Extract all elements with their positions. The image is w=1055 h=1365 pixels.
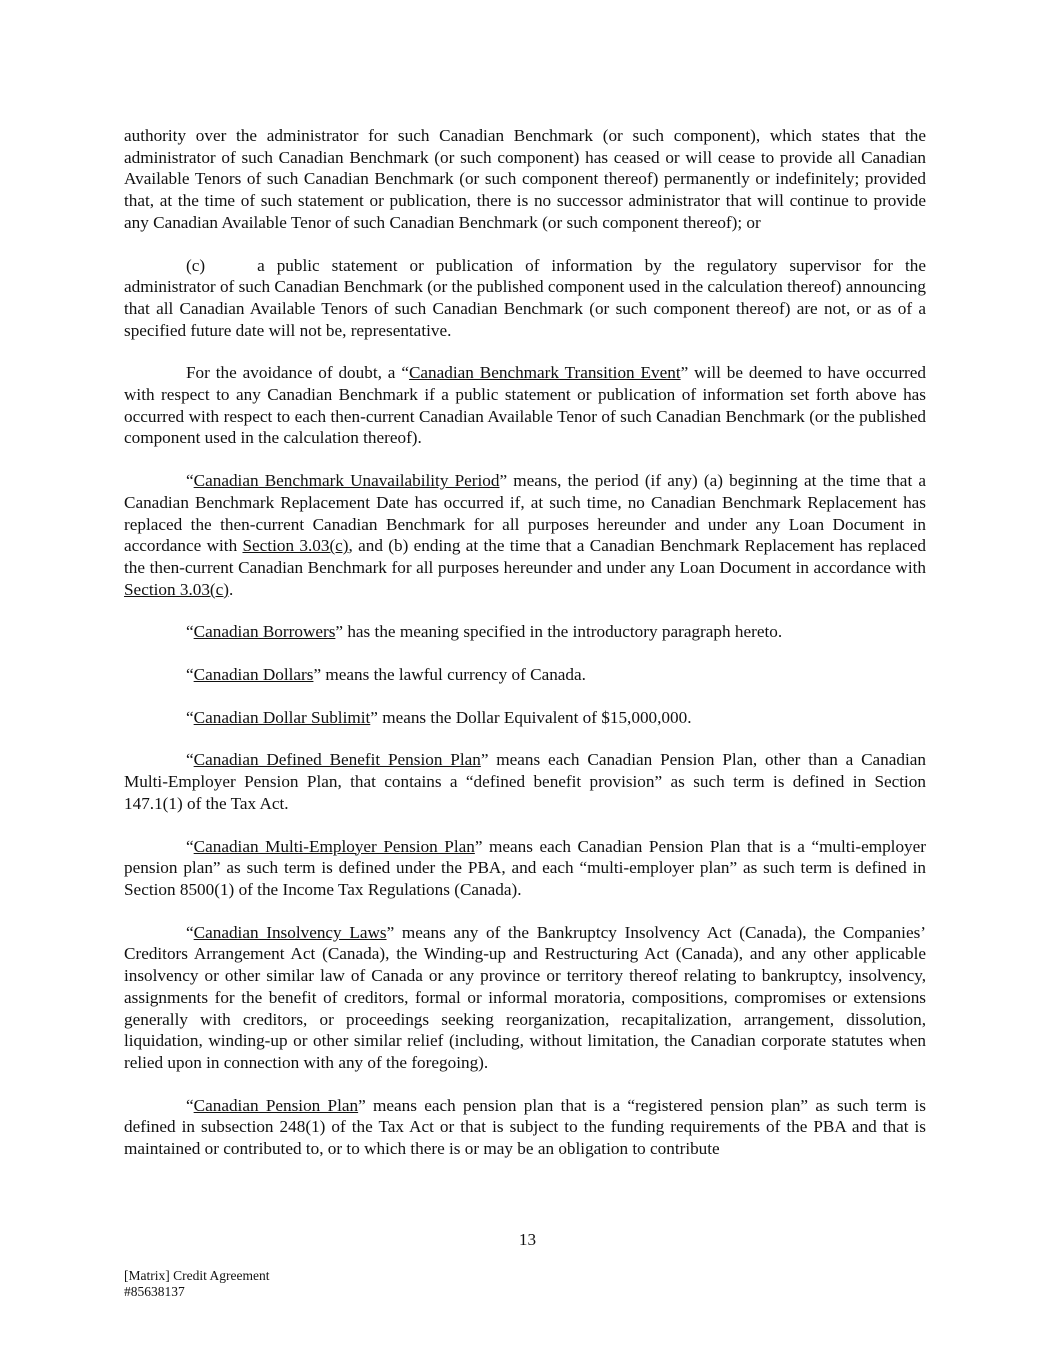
definition-canadian-dollars: “Canadian Dollars” means the lawful currency of Canada. xyxy=(186,665,586,685)
definition-text: . xyxy=(229,579,234,599)
definition-text: ” has the meaning specified in the introductory paragraph hereto. xyxy=(335,622,783,642)
section-reference: Section 3.03(c) xyxy=(242,536,349,556)
clause-text: a public statement or publication of information by the regulatory supervisor for the administrator of such Canadian Benchmark (or the published component used in the calculation thereof) announcing that all Canadian Available Tenors of such Canadian Benchmark (or such component thereof) are not, or as of a specified future date will not be, representative. xyxy=(124,255,926,340)
section-reference: Section 3.03(c) xyxy=(124,579,230,599)
footer-document-id: #85638137 xyxy=(124,1284,185,1299)
defined-term: Canadian Pension Plan xyxy=(193,1095,359,1115)
paragraph-continuation xyxy=(124,125,926,234)
page-number: 13 xyxy=(518,1230,537,1249)
definition-canadian-insolvency-laws: “Canadian Insolvency Laws” means any of the Bankruptcy Insolvency Act (Canada), the Companies’ Creditors Arrangement Act (Canada), the Winding-up and Restructuring Act (Canada), and any other applicable insolvency or other similar law of Canada or any province or territory thereof relating to bankruptcy, insolvency, assignments for the benefit of creditors, formal or informal moratoria, compositions, compromises or extensions generally with creditors, or proceedings seeking reorganization, recapitalization, arrangement, dissolution, liquidation, winding-up or other similar relief (including, without limitation, the Canadian corporate statutes when relied upon in connection with any of the foregoing). xyxy=(124,922,926,1072)
definition-text: , and (b) ending at the time that a Canadian Benchmark Replacement has replaced the then-current Canadian Benchmark for all purposes hereunder and under any Loan Document in accordance with xyxy=(124,536,926,577)
paragraph-text-before: For the avoidance of doubt, a “ xyxy=(186,363,409,383)
definition-text: ” means any of the Bankruptcy Insolvency Act (Canada), the Companies’ Creditors Arrangement Act (Canada), the Winding-up and Restructuring Act (Canada), and any other applicable insolvency or other similar law of Canada or any province or territory thereof relating to bankruptcy, insolvency, assignments for the benefit of creditors, formal or informal moratoria, compositions, compromises or extensions generally with creditors, or proceedings seeking reorganization, recapitalization, arrangement, dissolution, liquidation, winding-up or other similar relief (including, without limitation, the Canadian corporate statutes when relied upon in connection with any of the foregoing). xyxy=(124,922,926,1072)
clause-label: (c) xyxy=(186,255,206,275)
definition-canadian-benchmark-unavailability-period: “Canadian Benchmark Unavailability Period” means, the period (if any) (a) beginning at the time that a Canadian Benchmark Replacement Date has occurred if, at such time, no Canadian Benchmark Replacement has replaced the then-current Canadian Benchmark for all purposes hereunder and under any Loan Document in accordance with Section 3.03(c), and (b) ending at the time that a Canadian Benchmark Replacement has replaced the then-current Canadian Benchmark for all purposes hereunder and under any Loan Document in accordance with Section 3.03(c). xyxy=(124,471,926,599)
defined-term: Canadian Dollar Sublimit xyxy=(193,707,371,727)
definition-canadian-dollar-sublimit: “Canadian Dollar Sublimit” means the Dollar Equivalent of $15,000,000. xyxy=(186,707,692,727)
definition-canadian-multi-employer-pension-plan: “Canadian Multi-Employer Pension Plan” means each Canadian Pension Plan that is a “multi-employer pension plan” as such term is defined under the PBA, and each “multi-employer plan” as such term is defined in Section 8500(1) of the Income Tax Regulations (Canada). xyxy=(124,836,926,899)
footer-title: [Matrix] Credit Agreement xyxy=(124,1268,270,1283)
definition-text: ” means the Dollar Equivalent of $15,000,000. xyxy=(370,707,692,727)
defined-term: Canadian Borrowers xyxy=(193,622,336,642)
defined-term: Canadian Dollars xyxy=(193,665,314,685)
document-body xyxy=(124,125,926,1181)
definition-canadian-defined-benefit-pension-plan: “Canadian Defined Benefit Pension Plan” means each Canadian Pension Plan, other than a Canadian Multi-Employer Pension Plan, that contains a “defined benefit provision” as such term is defined in Section 147.1(1) of the Tax Act. xyxy=(124,750,926,813)
definition-text: ” means each Canadian Pension Plan, other than a Canadian Multi-Employer Pension Plan, that contains a “defined benefit provision” as such term is defined in Section 147.1(1) of the Tax Act. xyxy=(124,750,926,813)
defined-term: Canadian Benchmark Transition Event xyxy=(408,363,681,383)
defined-term: Canadian Insolvency Laws xyxy=(193,922,387,942)
paragraph-avoidance-of-doubt xyxy=(124,362,926,449)
paragraph-clause-c xyxy=(124,255,926,342)
defined-term: Canadian Defined Benefit Pension Plan xyxy=(193,750,481,770)
definition-text: ” means each pension plan that is a “registered pension plan” as such term is defined in subsection 248(1) of the Tax Act or that is subject to the funding requirements of the PBA and that is maintained or contributed to, or to which there is or may be an obligation to contribute xyxy=(124,1095,926,1159)
document-footer xyxy=(124,1268,269,1300)
paragraph-text-after: ” will be deemed to have occurred with respect to any Canadian Benchmark if a public statement or publication of information set forth above has occurred with respect to each then-current Canadian Available Tenor of such Canadian Benchmark (or the published component used in the calculation thereof). xyxy=(124,363,926,448)
defined-term: Canadian Multi-Employer Pension Plan xyxy=(193,836,475,856)
definition-canadian-borrowers: “Canadian Borrowers” has the meaning specified in the introductory paragraph hereto. xyxy=(186,622,783,642)
definition-canadian-pension-plan: “Canadian Pension Plan” means each pension plan that is a “registered pension plan” as such term is defined in subsection 248(1) of the Tax Act or that is subject to the funding requirements of the PBA and that is maintained or contributed to, or to which there is or may be an obligation to contribute xyxy=(124,1095,926,1159)
defined-term: Canadian Benchmark Unavailability Period xyxy=(193,471,500,491)
definition-text: ” means each Canadian Pension Plan that is a “multi-employer pension plan” as such term is defined under the PBA, and each “multi-employer plan” as such term is defined in Section 8500(1) of the Income Tax Regulations (Canada). xyxy=(124,836,926,899)
definition-text: ” means the lawful currency of Canada. xyxy=(313,665,586,685)
definition-text: ” means, the period (if any) (a) beginning at the time that a Canadian Benchmark Replacement Date has occurred if, at such time, no Canadian Benchmark Replacement has replaced the then-current Canadian Benchmark for all purposes hereunder and under any Loan Document in accordance with xyxy=(124,471,926,556)
paragraph-text: authority over the administrator for such Canadian Benchmark (or such component), which states that the administrator of such Canadian Benchmark (or such component) has ceased or will cease to provide all Canadian Available Tenors of such Canadian Benchmark (or such component thereof) permanently or indefinitely; provided that, at the time of such statement or publication, there is no successor administrator that will continue to provide any Canadian Available Tenor of such Canadian Benchmark (or such component thereof); or xyxy=(124,126,926,232)
